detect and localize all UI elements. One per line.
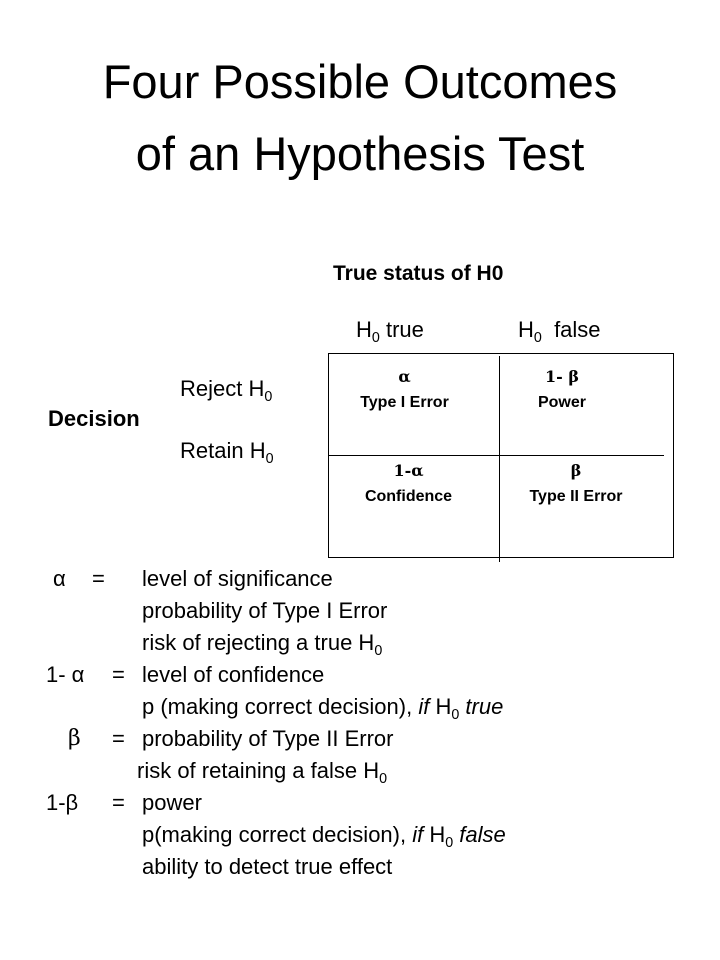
column-header: True status of H0 bbox=[333, 262, 504, 285]
definition-beta-line-2: risk of retaining a false $H_0$ bbox=[137, 758, 388, 787]
column-label-h0-true: $H_0$ true bbox=[356, 317, 424, 346]
cell-reject-false-label: Power bbox=[537, 394, 586, 411]
cell-retain-true-symbol: 1-α bbox=[393, 461, 424, 480]
definition-alpha-symbol: α bbox=[53, 566, 66, 591]
cell-reject-true-label: Type I Error bbox=[360, 394, 449, 411]
definition-confidence-line-1: level of confidence bbox=[142, 662, 325, 687]
cell-reject-false bbox=[497, 364, 627, 416]
row-header-decision: Decision bbox=[48, 406, 140, 431]
definition-alpha-line-1: level of significance bbox=[142, 566, 333, 591]
definition-alpha-equals: = bbox=[92, 566, 105, 591]
cell-reject-true bbox=[332, 364, 477, 416]
definition-power-equals: = bbox=[112, 790, 125, 815]
definition-beta-symbol: β bbox=[68, 726, 81, 751]
definition-power-line-1: power bbox=[142, 790, 202, 815]
definition-beta-line-1: probability of Type II Error bbox=[142, 726, 394, 751]
definition-confidence-symbol: 1- α bbox=[46, 662, 85, 687]
page-title-line-1: Four Possible Outcomes bbox=[102, 55, 618, 108]
definition-power-symbol: 1-β bbox=[46, 790, 79, 815]
column-label-h0-false: $H_0$ false bbox=[518, 317, 601, 346]
cell-retain-true bbox=[336, 458, 481, 510]
outcome-table-row-divider bbox=[328, 455, 664, 456]
row-label-reject: Reject $H_0$ bbox=[180, 376, 273, 405]
definition-confidence-line-2: p (making correct decision), if $H_0$ true bbox=[142, 694, 504, 723]
definition-confidence-equals: = bbox=[112, 662, 125, 687]
page-title-line-2: of an Hypothesis Test bbox=[135, 127, 585, 180]
cell-retain-false bbox=[506, 458, 646, 510]
cell-reject-true-symbol: α bbox=[398, 367, 411, 386]
cell-retain-true-label: Confidence bbox=[364, 488, 453, 505]
row-label-retain: Retain $H_0$ bbox=[180, 438, 274, 467]
definition-power-line-3: ability to detect true effect bbox=[142, 854, 393, 879]
definition-alpha-line-2: probability of Type I Error bbox=[142, 598, 388, 623]
definition-alpha-line-3: risk of rejecting a true $H_0$ bbox=[142, 630, 383, 659]
cell-reject-false-symbol: 1- β bbox=[545, 367, 579, 386]
definition-power-line-2: p(making correct decision), if $H_0$ false bbox=[142, 822, 506, 851]
definition-beta-equals: = bbox=[112, 726, 125, 751]
cell-retain-false-symbol: β bbox=[570, 461, 582, 480]
cell-retain-false-label: Type II Error bbox=[529, 488, 623, 505]
